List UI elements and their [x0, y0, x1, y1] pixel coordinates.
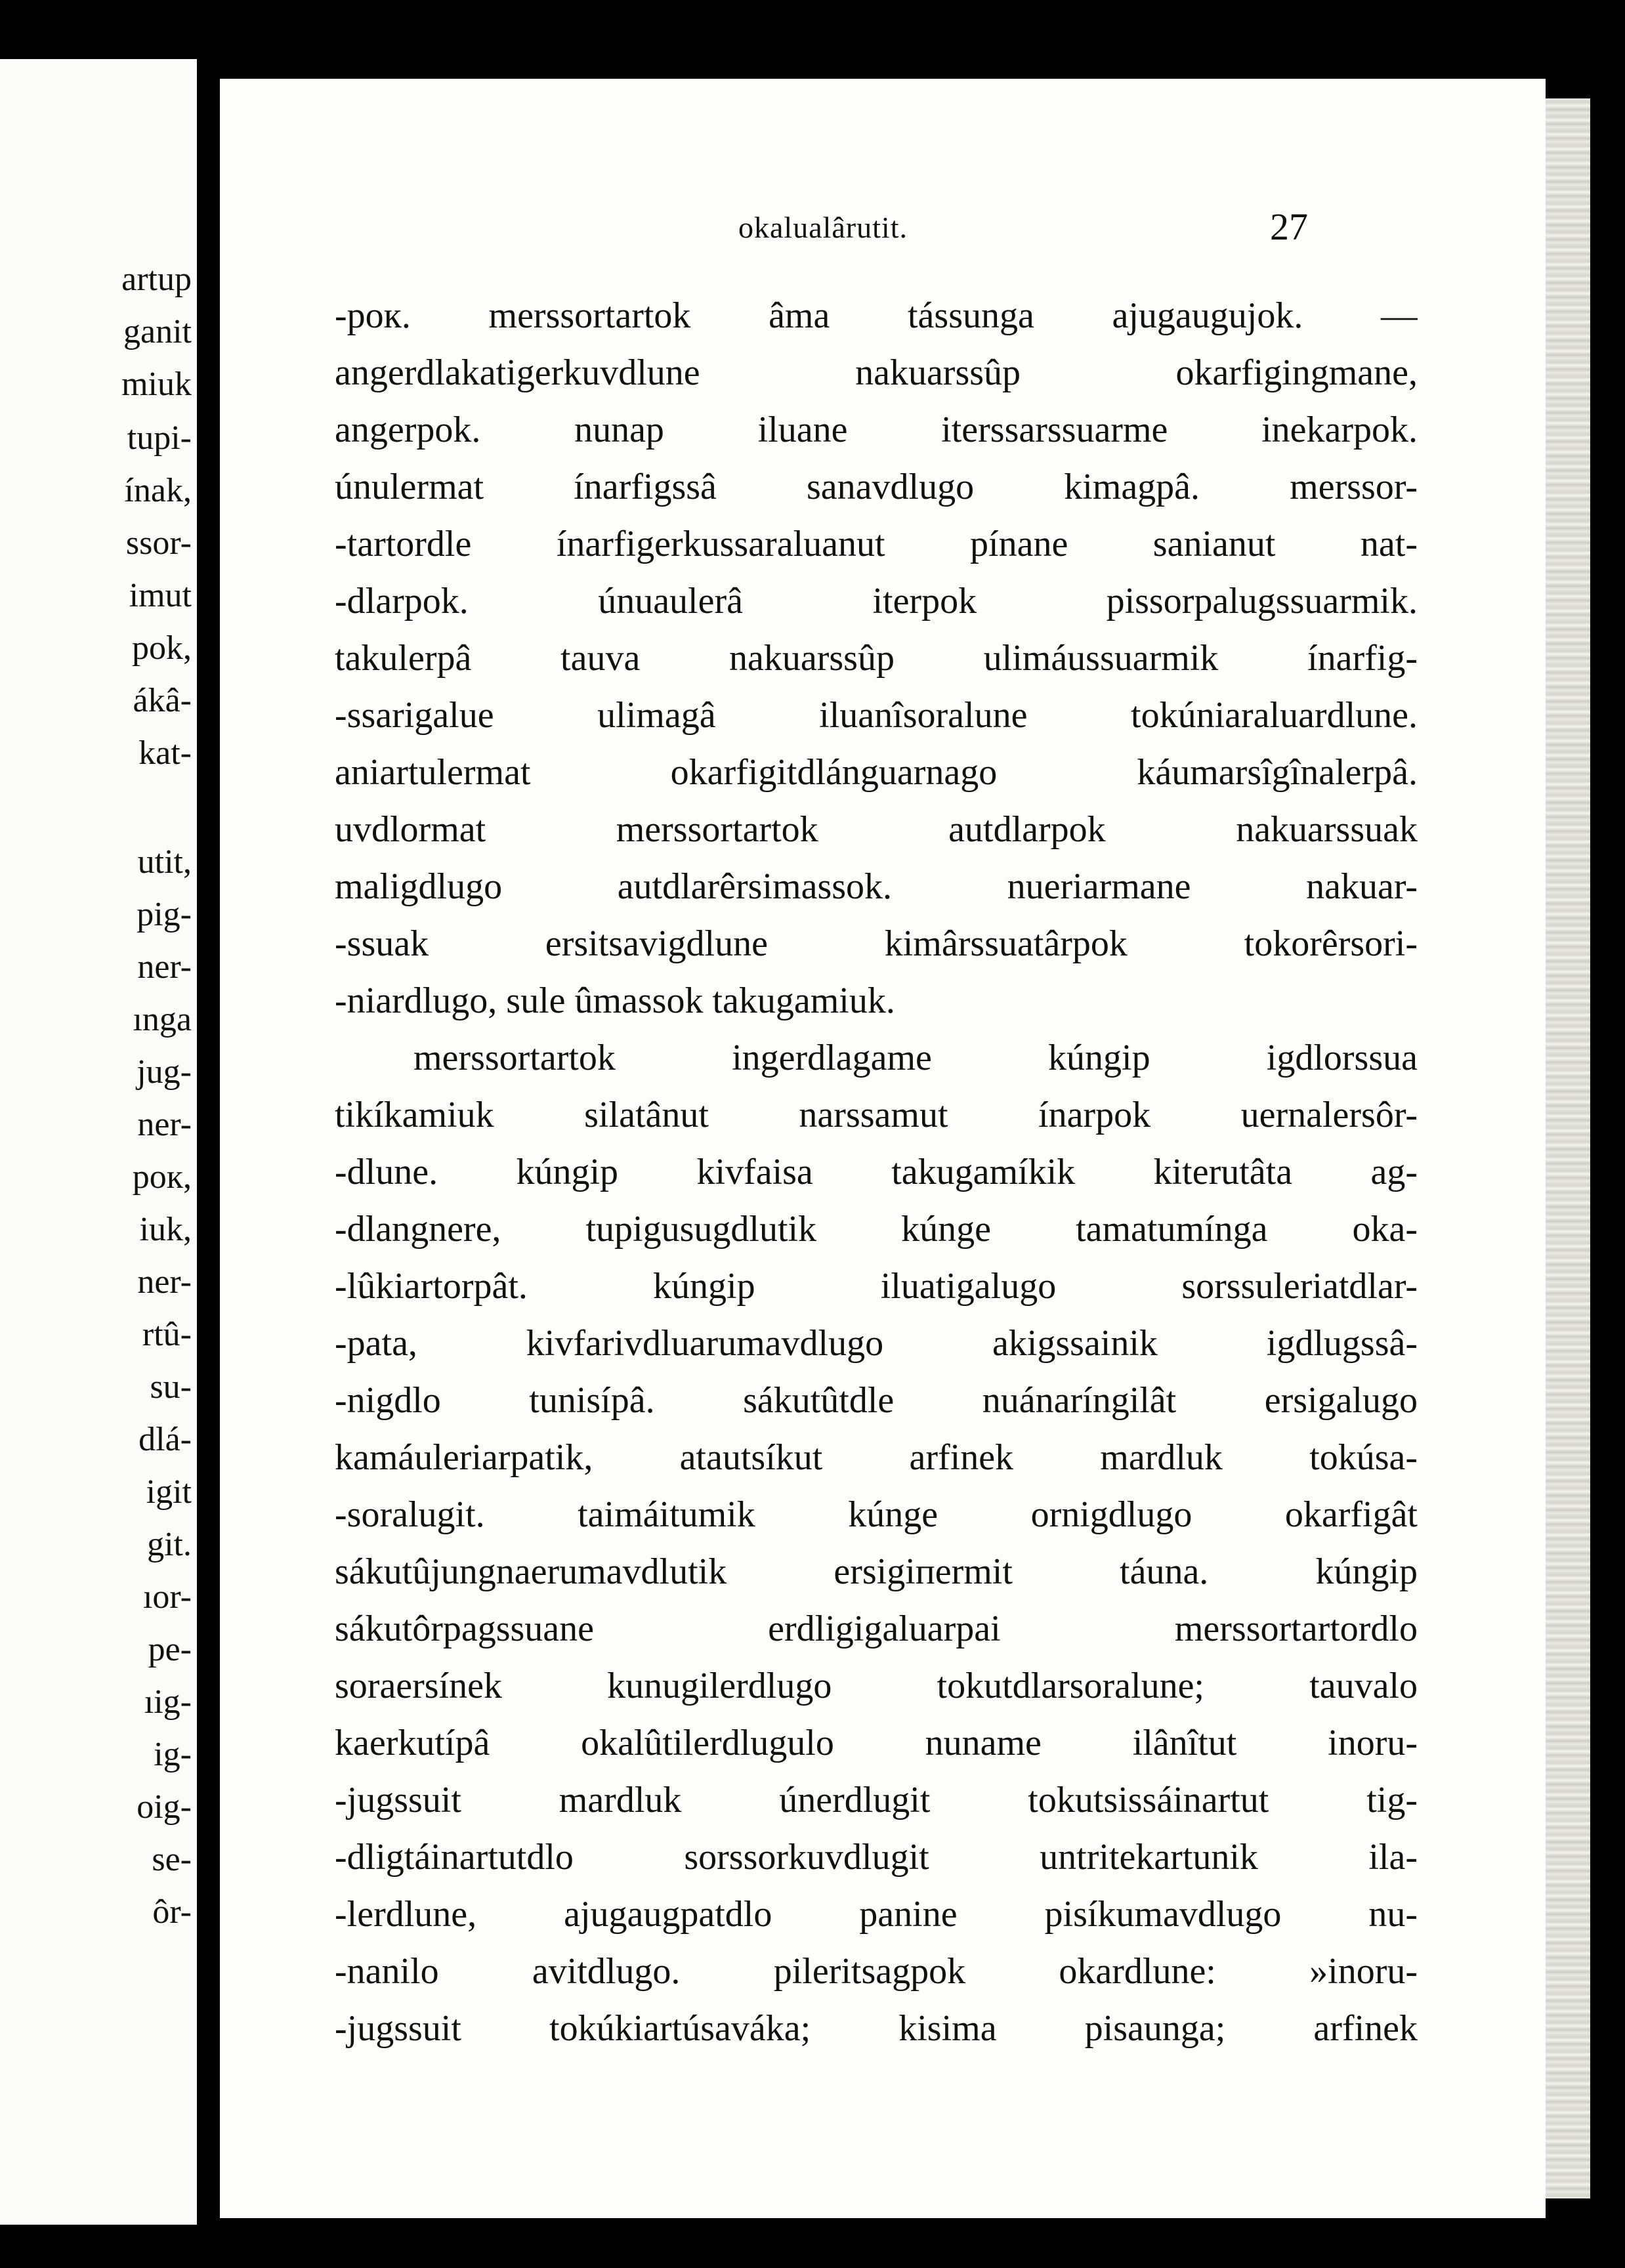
text-line: aniartulermat okarfigitdlánguarnago káumarsîgînalerpâ.: [335, 752, 1418, 793]
left-fragment-line: oig-: [137, 1788, 192, 1826]
text-line: -lûkiartorpât. kúngip iluatigalugo sorssuleriatdlar-: [335, 1266, 1418, 1307]
text-line: -niardlugo, sule ûmassok takugamiuk.: [335, 980, 895, 1021]
left-fragment-line: miuk: [121, 366, 192, 403]
left-fragment-line: utit,: [137, 843, 192, 881]
left-fragment-line: ner-: [137, 1106, 192, 1143]
left-fragment-line: ner-: [137, 948, 192, 986]
page-number: 27: [1270, 205, 1308, 248]
left-fragment-line: dlá-: [138, 1421, 192, 1458]
left-fragment-line: se-: [152, 1841, 192, 1878]
left-fragment-line: igit: [146, 1473, 192, 1511]
left-fragment-line: pig-: [137, 896, 192, 933]
text-line: -dligtáinartutdlo sorssorkuvdlugit untritekartunik ila-: [335, 1837, 1418, 1878]
left-page-fragment: [0, 59, 197, 2225]
text-line: uvdlormat merssortartok autdlarpok nakuarssuak: [335, 809, 1418, 850]
left-fragment-line: ssor-: [125, 524, 192, 562]
left-fragment-line: ıig-: [144, 1683, 192, 1721]
text-line: takulerpâ tauva nakuarssûp ulimáussuarmik ínarfig-: [335, 638, 1418, 679]
book-page: [220, 79, 1546, 2218]
left-fragment-line: ınga: [133, 1001, 192, 1038]
text-line: soraersínek kunugilerdlugo tokutdlarsoralune; tauvalo: [335, 1666, 1418, 1706]
text-line: -soralugit. taimáitumik kúnge ornigdlugo okarfigât: [335, 1494, 1418, 1535]
text-line: angerpok. nunap iluane iterssarssuarme inekarpok.: [335, 410, 1418, 450]
text-line: -jugssuit tokúkiartúsaváka; kisima pisaunga; arfinek: [335, 2008, 1418, 2049]
text-line: tikíkamiuk silatânut narssamut ínarpok uernalersôr-: [335, 1095, 1418, 1135]
left-fragment-line: artup: [121, 261, 192, 298]
running-head: okalualârutit.: [738, 211, 908, 244]
left-fragment-line: pok,: [132, 629, 192, 667]
text-line-paragraph-start: merssortartok ingerdlagame kúngip igdlorssua: [413, 1038, 1418, 1078]
left-fragment-line: iuk,: [139, 1211, 192, 1248]
text-line: sákutôrpagssuane erdligigaluarpai merssortartordlo: [335, 1608, 1418, 1649]
left-fragment-line: ner-: [137, 1263, 192, 1301]
text-line: -jugssuit mardluk únerdlugit tokutsissáinartut tig-: [335, 1780, 1418, 1820]
text-line: -ssuak ersitsavigdlune kimârssuatârpok tokorêrsori-: [335, 923, 1418, 964]
left-fragment-line: pe-: [148, 1631, 192, 1668]
left-fragment-line: ganit: [123, 313, 192, 350]
left-fragment-line: ákâ-: [133, 682, 192, 719]
left-fragment-line: ig-: [154, 1736, 192, 1773]
left-fragment-line: ıor-: [142, 1578, 192, 1616]
left-fragment-line: tupi-: [127, 419, 192, 457]
book-gutter: [197, 0, 220, 2268]
left-fragment-line: rtû-: [142, 1316, 192, 1353]
left-fragment-line: su-: [150, 1368, 192, 1406]
text-line: -nigdlo tunisípâ. sákutûtdle nuánaríngilât ersigalugo: [335, 1380, 1418, 1421]
page-header: [220, 205, 1546, 262]
text-line: -dlune. kúngip kivfaisa takugamíkik kiterutâta ag-: [335, 1152, 1418, 1192]
left-fragment-line: git.: [147, 1526, 192, 1563]
left-fragment-line: ôr-: [152, 1893, 192, 1931]
left-fragment-line: ínak,: [124, 472, 192, 509]
left-fragment-line: imut: [129, 577, 192, 614]
text-line: angerdlakatigerkuvdlune nakuarssûp okarfigingmane,: [335, 352, 1418, 393]
text-line: -pata, kivfarivdluarumavdlugo akigssainik igdlugssâ-: [335, 1323, 1418, 1364]
left-fragment-line: рок,: [132, 1158, 192, 1196]
text-line: kamáuleriarpatik, atautsíkut arfinek mardluk tokúsa-: [335, 1437, 1418, 1478]
left-fragment-line: jug-: [137, 1053, 192, 1091]
text-line: -рок. merssortartok âma tássunga ajugaugujok. —: [335, 295, 1418, 336]
text-line: -nanilo avitdlugo. pileritsagpok okardlune: »inoru-: [335, 1951, 1418, 1992]
text-line: -tartordle ínarfigerkussaraluanut pínane sanianut nat-: [335, 524, 1418, 564]
text-line: -lerdlune, ajugaugpatdlo panine pisíkumavdlugo nu-: [335, 1894, 1418, 1935]
left-fragment-line: kat-: [138, 734, 192, 772]
body-text: [335, 287, 1418, 2057]
text-line: kaerkutípâ okalûtilerdlugulo nuname ilânîtut inoru-: [335, 1723, 1418, 1763]
text-line: únulermat ínarfigssâ sanavdlugo kimagpâ. merssor-: [335, 467, 1418, 507]
text-line: -dlarpok. únuaulerâ iterpok pissorpalugssuarmik.: [335, 581, 1418, 621]
text-line: -dlangnere, tupigusugdlutik kúnge tamatumínga oka-: [335, 1209, 1418, 1250]
text-line: -ssarigalue ulimagâ iluanîsoralune tokúniaraluardlune.: [335, 695, 1418, 736]
text-line: maligdlugo autdlarêrsimassok. nueriarmane nakuar-: [335, 866, 1418, 907]
text-line: sákutûjungnaerumavdlutik ersigiпermit táuna. kúngip: [335, 1551, 1418, 1592]
